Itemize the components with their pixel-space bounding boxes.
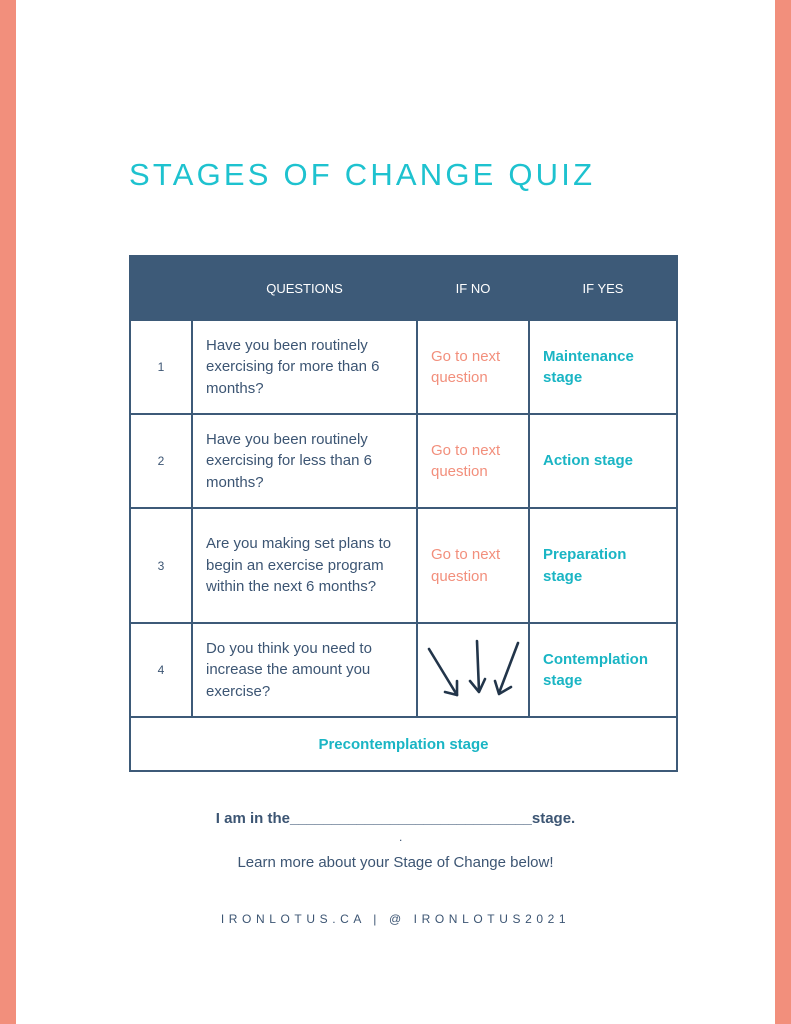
table-row [130,414,677,508]
if-yes-stage: Contemplation stage [529,623,677,717]
question-text: Have you been routinely exercising for less than 6 months? [192,414,417,508]
table-footer-row [130,717,677,771]
if-no-text: Go to next question [417,320,529,414]
if-yes-stage: Action stage [529,414,677,508]
header-questions: QUESTIONS [192,256,417,320]
header-number [130,256,192,320]
if-no-text: Go to next question [417,414,529,508]
header-if-yes: IF YES [529,256,677,320]
table-header-row [130,256,677,320]
if-yes-stage: Preparation stage [529,508,677,623]
row-number: 3 [130,508,192,623]
question-text: Have you been routinely exercising for more than 6 months? [192,320,417,414]
site-footer: IRONLOTUS.CA | @ IRONLOTUS2021 [220,912,571,926]
quiz-table [129,255,678,772]
if-no-arrows-cell [417,623,529,717]
table-row [130,623,677,717]
three-down-arrows-icon [423,637,523,703]
stage-fill-in-line: I am in the_____________________________stage. [215,810,576,827]
question-text: Are you making set plans to begin an exercise program within the next 6 months? [192,508,417,623]
header-if-no: IF NO [417,256,529,320]
if-no-text: Go to next question [417,508,529,623]
precontemplation-stage: Precontemplation stage [130,717,677,771]
if-yes-stage: Maintenance stage [529,320,677,414]
row-number: 1 [130,320,192,414]
learn-more-text: Learn more about your Stage of Change below! [237,854,554,871]
row-number: 4 [130,623,192,717]
table-row [130,320,677,414]
table-row [130,508,677,623]
page-title: STAGES OF CHANGE QUIZ [129,156,596,192]
row-number: 2 [130,414,192,508]
question-text: Do you think you need to increase the amount you exercise? [192,623,417,717]
dot-mark: . [399,830,403,844]
